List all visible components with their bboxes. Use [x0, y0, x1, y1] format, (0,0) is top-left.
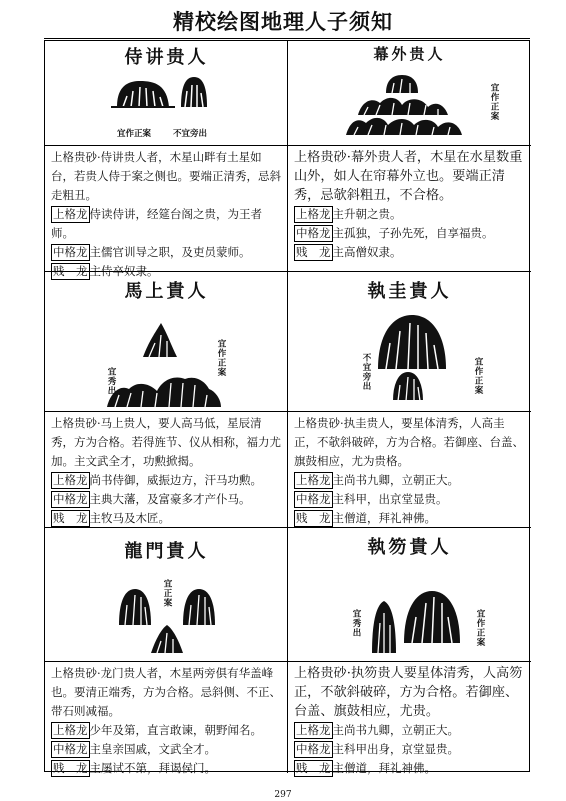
- cell-shijiang: [45, 41, 288, 278]
- figure-label: 宜秀出: [351, 609, 361, 638]
- figure-label: 宜作正案: [489, 83, 499, 121]
- grade-tag: 上格龙: [296, 723, 331, 737]
- cell-longmen: [45, 527, 288, 773]
- figure-label: 宜作正案: [475, 609, 485, 647]
- grade-text: 主典大藩，及富豪多才产仆马。: [89, 492, 251, 506]
- cell-zhihu: [288, 527, 531, 773]
- description: [45, 145, 288, 281]
- grade-text: 主科甲出身，京堂显贵。: [332, 742, 459, 756]
- grade-line: [294, 509, 527, 528]
- grade-text: 主科甲，出京堂显贵。: [332, 492, 448, 506]
- grade-line: [51, 759, 284, 778]
- grade-tag: 上格龙: [296, 473, 331, 487]
- page-number: 297: [274, 790, 292, 800]
- grade-text: 主侍卒奴隶。: [89, 264, 159, 278]
- grade-tag: 中格龙: [296, 492, 331, 506]
- intro-text: 上格贵砂·侍讲贵人者，木星山畔有土星如台，若贵人侍于案之侧也。要端正清秀，忌斜走粗丑。: [51, 150, 281, 202]
- grade-line: [294, 243, 527, 262]
- figure-label: 宜作正案: [473, 357, 483, 395]
- grade-tag: 上格龙: [53, 207, 88, 221]
- description: [45, 411, 288, 528]
- grade-line: [294, 205, 527, 224]
- figure-title: 龍門貴人: [124, 541, 209, 562]
- grade-text: 主儒官训导之职，及吏员蒙师。: [89, 245, 251, 259]
- figure-panel: [288, 527, 531, 661]
- grade-line: [294, 224, 527, 243]
- grade-text: 主僧道，拜礼神佛。: [332, 511, 436, 525]
- grade-tag: 贱 龙: [53, 264, 88, 278]
- figure-panel: [45, 41, 288, 145]
- figure-label: 宜作正案: [117, 129, 152, 139]
- grade-tag: 贱 龙: [296, 761, 331, 775]
- grade-text: 少年及第，直言敢谏，朝野闻名。: [89, 723, 262, 737]
- intro-text: 上格贵砂·马上贵人，要人高马低，星辰清秀，方为合格。若得旌节、仪从相称，福力尤加。主文武全才，功勲掀揭。: [51, 416, 281, 468]
- content-grid: [44, 40, 530, 775]
- figure-label: 宜正案: [162, 579, 172, 608]
- grade-text: 主屡试不第，拜谒侯门。: [89, 761, 216, 775]
- grade-line: [51, 471, 284, 490]
- cell-mashang: [45, 271, 288, 527]
- grade-line: [294, 740, 527, 759]
- grade-tag: 中格龙: [53, 742, 88, 756]
- grade-text: 主高僧奴隶。: [332, 245, 402, 259]
- cell-muwai: [288, 41, 531, 271]
- grade-tag: 贱 龙: [53, 511, 88, 525]
- figure-title: 馬上貴人: [124, 281, 209, 302]
- grade-line: [51, 740, 284, 759]
- intro-text: 上格贵砂·龙门贵人者，木星两旁俱有华盖峰也。要清正端秀，方为合格。忌斜侧、不正、带石则减福。: [51, 666, 281, 718]
- grade-tag: 贱 龙: [296, 245, 331, 259]
- grade-line: [294, 759, 527, 778]
- grade-line: [294, 471, 527, 490]
- figure-title: 執圭貴人: [367, 281, 452, 302]
- grade-tag: 中格龙: [53, 245, 88, 259]
- grade-tag: 贱 龙: [53, 761, 88, 775]
- intro-text: 上格贵砂·幕外贵人者，木星在水星数重山外，如人在帘幕外立也。要端正清秀，忌欹斜粗丑，不合格。: [294, 150, 523, 203]
- figure-panel: [288, 271, 531, 411]
- grade-tag: 中格龙: [296, 226, 331, 240]
- cell-zhigui: [288, 271, 531, 527]
- grade-text: 尚书侍御，威振边方，汗马功勲。: [89, 473, 262, 487]
- figure-label: 宜作正案: [216, 339, 226, 377]
- grade-line: [51, 205, 284, 243]
- description: [45, 661, 288, 778]
- figure-title: 侍讲贵人: [124, 47, 209, 68]
- figure-panel: [45, 271, 288, 411]
- title-rule: [44, 38, 530, 39]
- figure-title: 幕外贵人: [373, 45, 446, 63]
- grade-line: [294, 721, 527, 740]
- intro-text: 上格贵砂·执笏贵人要星体清秀，人高笏正，不欹斜破碎，方为合格。若御座、台盖、旗鼓相应，尤贵。: [294, 666, 523, 719]
- grade-tag: 上格龙: [53, 723, 88, 737]
- grade-line: [294, 490, 527, 509]
- grade-text: 侍读侍讲，经筵台阁之贵，为王者师。: [51, 207, 262, 240]
- description: [288, 411, 531, 528]
- grade-text: 主孤独，子孙先死，自享福贵。: [332, 226, 494, 240]
- figure-panel: [288, 41, 531, 145]
- figure-label: 宜秀出: [106, 367, 116, 396]
- figure-label: 不宜旁出: [173, 129, 208, 139]
- figure-panel: [45, 527, 288, 661]
- grade-tag: 贱 龙: [296, 511, 331, 525]
- figure-title: 執笏貴人: [367, 537, 452, 558]
- grade-tag: 上格龙: [53, 473, 88, 487]
- description: [288, 145, 531, 262]
- grade-text: 主尚书九卿，立朝正大。: [332, 473, 459, 487]
- grade-text: 主尚书九卿，立朝正大。: [332, 723, 459, 737]
- grade-tag: 中格龙: [53, 492, 88, 506]
- description: [288, 661, 531, 778]
- page-title: 精校绘图地理人子须知: [173, 9, 393, 34]
- grade-line: [51, 721, 284, 740]
- intro-text: 上格贵砂·执圭贵人，要星体清秀，人高圭正，不欹斜破碎，方为合格。若御座、台盖、旗鼓相应，尤为贵格。: [294, 416, 524, 468]
- grade-line: [51, 490, 284, 509]
- grade-tag: 上格龙: [296, 207, 331, 221]
- grade-line: [51, 509, 284, 528]
- grade-text: 主升朝之贵。: [332, 207, 402, 221]
- grade-text: 主僧道，拜礼神佛。: [332, 761, 436, 775]
- figure-label: 不宜旁出: [361, 353, 371, 391]
- grade-line: [51, 243, 284, 262]
- grade-text: 主皇亲国戚，文武全才。: [89, 742, 216, 756]
- grade-tag: 中格龙: [296, 742, 331, 756]
- grade-text: 主牧马及木匠。: [89, 511, 170, 525]
